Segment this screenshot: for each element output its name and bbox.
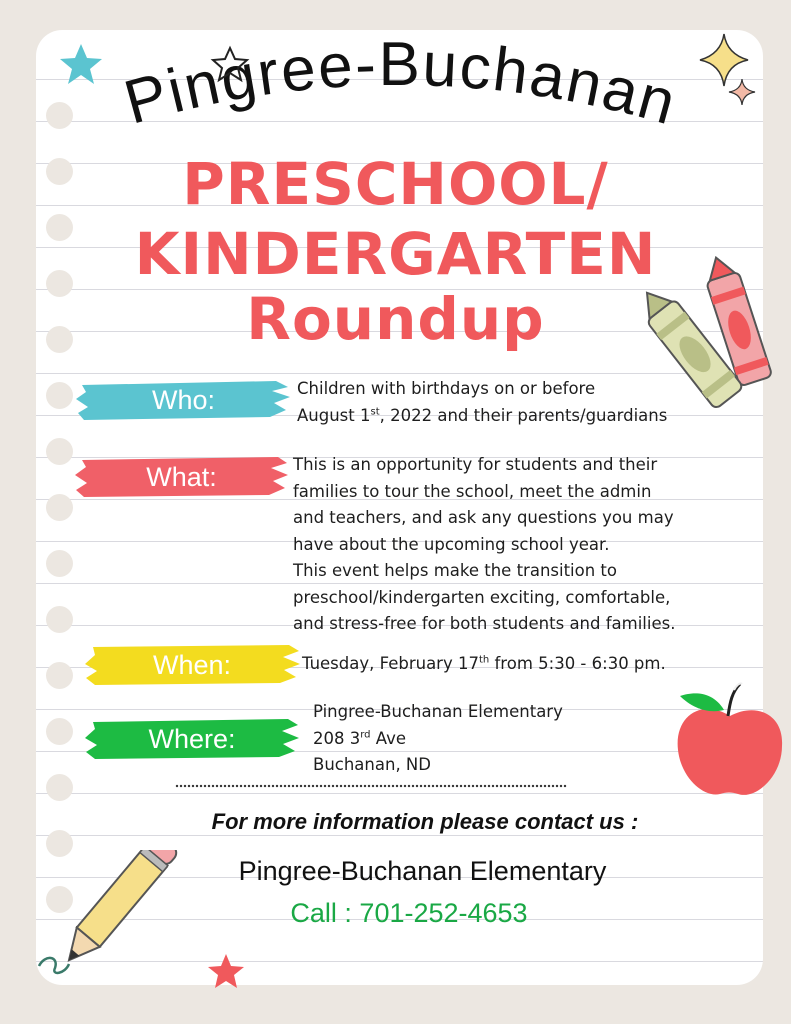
who-label [76,377,291,423]
what-text [293,452,675,638]
dotted-divider [175,784,567,788]
sparkle-icon [727,77,757,107]
when-label-text: When: [152,649,232,680]
where-label-text: Where: [148,723,236,754]
star-icon [58,42,104,86]
binder-hole [46,662,73,689]
what-label [74,454,289,500]
title-line-roundup: Roundup [246,285,545,353]
what-label-text: What: [146,461,217,492]
binder-hole [46,774,73,801]
school-name: Pingree-Buchanan [117,29,685,139]
title-line-preschool: PRESCHOOL/ [182,150,609,218]
who-line: Children with birthdays on or before [297,379,596,398]
contact-prompt: For more information please contact us : [211,809,639,834]
binder-hole [46,494,73,521]
star-icon [206,952,246,990]
apple-icon [672,678,787,803]
where-line: 208 3rd Ave [313,728,407,748]
star-outline-icon [210,45,250,83]
svg-text:Pingree-Buchanan [117,30,684,139]
where-line: Pingree-Buchanan Elementary [313,702,563,721]
binder-hole [46,438,73,465]
who-label-text: Who: [151,384,216,415]
binder-hole [46,550,73,577]
binder-hole [46,382,73,409]
contact-school-name: Pingree-Buchanan Elementary [238,856,607,886]
binder-hole [46,718,73,745]
what-line: preschool/kindergarten exciting, comfortable, [293,587,671,607]
what-line: This event helps make the transition to [293,561,617,580]
what-line: have about the upcoming school year. [293,534,610,554]
who-line: August 1st, 2022 and their parents/guardians [297,405,668,425]
contact-phone: Call : 701-252-4653 [290,898,528,928]
when-line: Tuesday, February 17th from 5:30 - 6:30 pm. [302,654,666,673]
where-label [84,716,300,762]
crayon-icon [638,252,778,412]
where-line: Buchanan, ND [313,755,431,774]
what-line: and stress-free for both students and families. [293,614,676,633]
when-label [83,642,301,688]
when-text [302,651,666,678]
where-text [313,699,563,779]
pencil-icon [35,850,185,985]
what-line: families to tour the school, meet the admin [293,481,652,501]
who-text [297,376,667,429]
binder-hole [46,606,73,633]
what-line: This is an opportunity for students and their [293,455,658,474]
what-line: and teachers, and ask any questions you may [293,508,674,527]
title-line-kindergarten: KINDERGARTEN [134,220,657,288]
